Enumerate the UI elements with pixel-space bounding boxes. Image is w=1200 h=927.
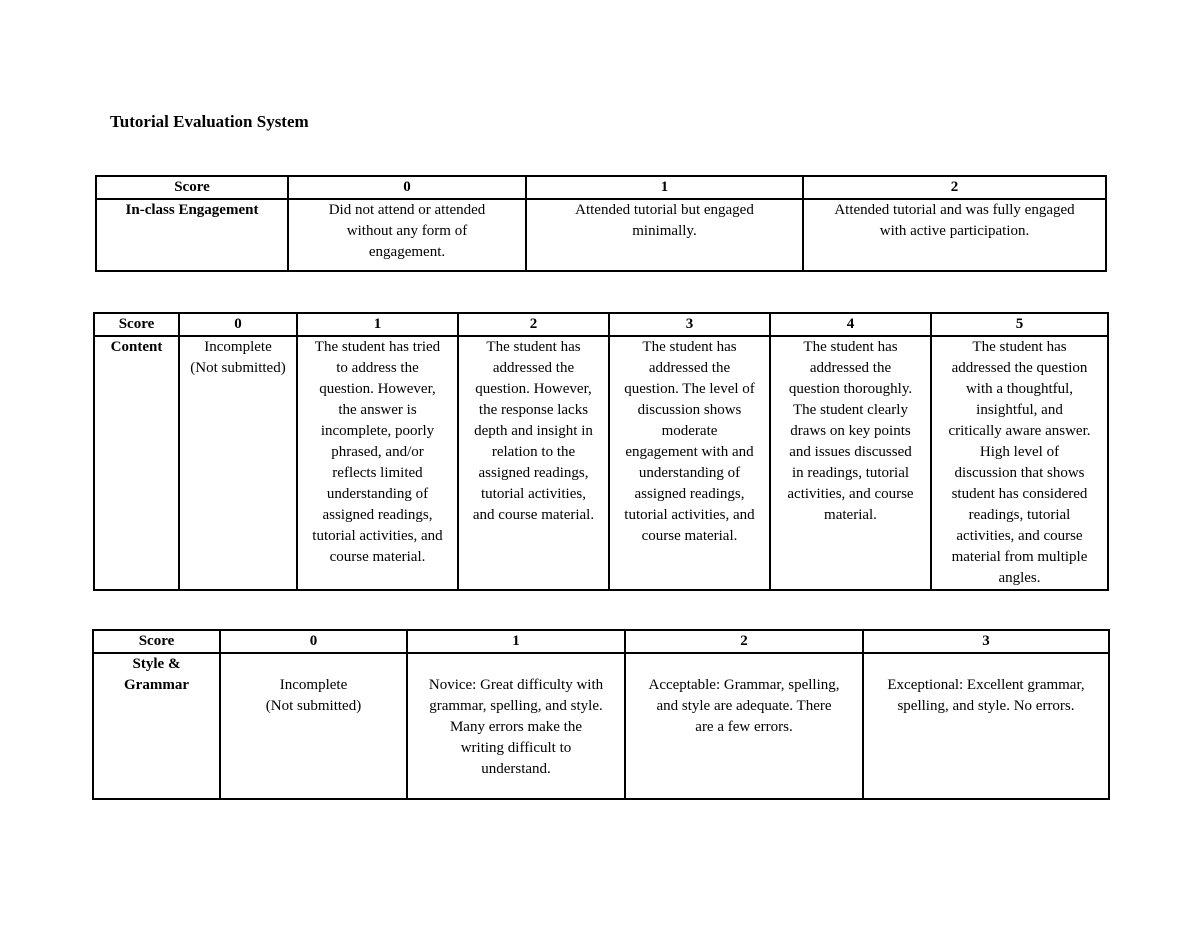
row-label-engagement: In-class Engagement	[96, 199, 288, 271]
criterion-cell: Did not attend or attended without any form of engagement.	[288, 199, 526, 271]
score-3-header: 3	[863, 630, 1109, 653]
score-2-header: 2	[458, 313, 609, 336]
score-header: Score	[94, 313, 179, 336]
criterion-cell: Incomplete (Not submitted)	[220, 653, 407, 799]
table-row	[93, 653, 1109, 799]
criterion-cell: The student has addressed the question. However, the response lacks depth and insight in relation to the assigned readings, tutorial activities, and course material.	[458, 336, 609, 590]
criterion-cell: Incomplete (Not submitted)	[179, 336, 297, 590]
content-rubric-table	[93, 312, 1109, 591]
table-row	[94, 336, 1108, 590]
criterion-cell: Attended tutorial and was fully engaged with active participation.	[803, 199, 1106, 271]
style-rubric-table	[92, 629, 1110, 800]
score-1-header: 1	[407, 630, 625, 653]
page-title: Tutorial Evaluation System	[110, 112, 309, 131]
score-2-header: 2	[803, 176, 1106, 199]
table-header-row	[93, 630, 1109, 653]
row-label-content: Content	[94, 336, 179, 590]
score-3-header: 3	[609, 313, 770, 336]
row-label-style-grammar: Style & Grammar	[93, 653, 220, 799]
table-header-row	[96, 176, 1106, 199]
criterion-cell: The student has addressed the question. The level of discussion shows moderate engagement with and understanding of assigned readings, tutorial activities, and course material.	[609, 336, 770, 590]
table-row	[96, 199, 1106, 271]
score-2-header: 2	[625, 630, 863, 653]
criterion-cell: Attended tutorial but engaged minimally.	[526, 199, 803, 271]
score-header: Score	[96, 176, 288, 199]
criterion-cell: Acceptable: Grammar, spelling, and style are adequate. There are a few errors.	[625, 653, 863, 799]
score-4-header: 4	[770, 313, 931, 336]
score-0-header: 0	[179, 313, 297, 336]
score-1-header: 1	[297, 313, 458, 336]
criterion-cell: The student has addressed the question thoroughly. The student clearly draws on key points and issues discussed in readings, tutorial activities, and course material.	[770, 336, 931, 590]
criterion-cell: Novice: Great difficulty with grammar, spelling, and style. Many errors make the writing difficult to understand.	[407, 653, 625, 799]
score-header: Score	[93, 630, 220, 653]
engagement-rubric-table	[95, 175, 1107, 272]
table-header-row	[94, 313, 1108, 336]
criterion-cell: The student has addressed the question with a thoughtful, insightful, and critically aware answer. High level of discussion that shows student has considered readings, tutorial activities, and course material from multiple angles.	[931, 336, 1108, 590]
score-0-header: 0	[220, 630, 407, 653]
criterion-cell: The student has tried to address the question. However, the answer is incomplete, poorly phrased, and/or reflects limited understanding of assigned readings, tutorial activities, and course material.	[297, 336, 458, 590]
criterion-cell: Exceptional: Excellent grammar, spelling, and style. No errors.	[863, 653, 1109, 799]
score-5-header: 5	[931, 313, 1108, 336]
score-1-header: 1	[526, 176, 803, 199]
score-0-header: 0	[288, 176, 526, 199]
